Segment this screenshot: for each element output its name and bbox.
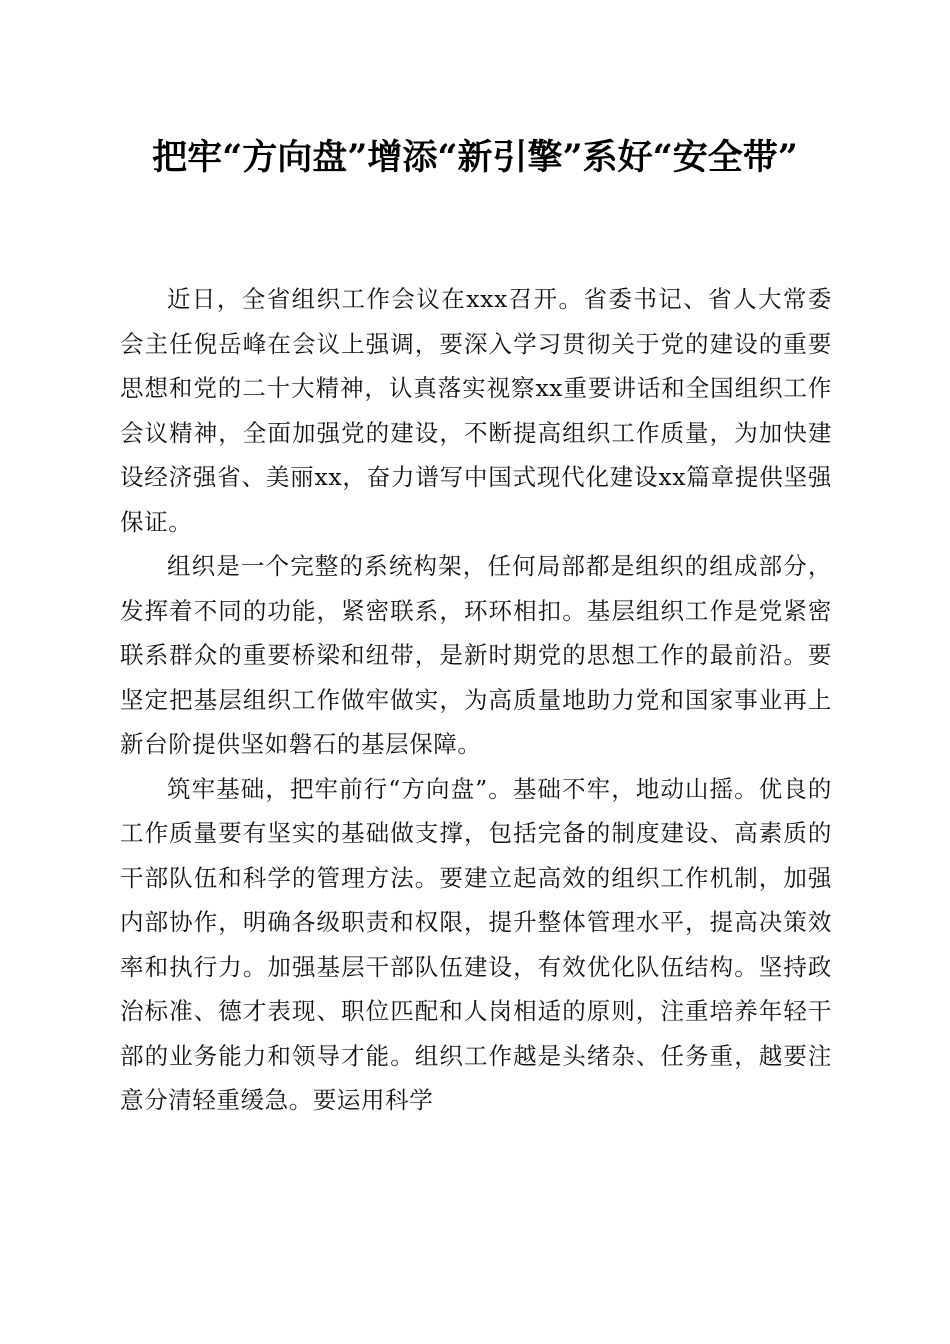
paragraph: 筑牢基础，把牢前行“方向盘”。基础不牢，地动山摇。优良的工作质量要有坚实的基础做支撑，包括完备的制度建设、高素质的干部队伍和科学的管理方法。要建立起高效的组织工作机制，加强内部协作，明确各级职责和权限，提升整体管理水平，提高决策效率和执行力。加强基层干部队伍建设，有效优化队伍结构。坚持政治标准、德才表现、职位匹配和人岗相适的原则，注重培养年轻干部的业务能力和领导才能。组织工作越是头绪杂、任务重，越要注意分清轻重缓急。要运用科学	[120, 774, 832, 1114]
document-body	[120, 277, 832, 1123]
document-title: 把牢“方向盘”增添“新引擎”系好“安全带”	[152, 137, 798, 178]
paragraph: 近日，全省组织工作会议在xxx召开。省委书记、省人大常委会主任倪岳峰在会议上强调，要深入学习贯彻关于党的建设的重要思想和党的二十大精神，认真落实视察xx重要讲话和全国组织工作会议精神，全面加强党的建设，不断提高组织工作质量，为加快建设经济强省、美丽xx，奋力谱写中国式现代化建设xx篇章提供坚强保证。	[120, 285, 832, 536]
paragraph: 组织是一个完整的系统构架，任何局部都是组织的组成部分，发挥着不同的功能，紧密联系，环环相扣。基层组织工作是党紧密联系群众的重要桥梁和纽带，是新时期党的思想工作的最前沿。要坚定把基层组织工作做牢做实，为高质量地助力党和国家事业再上新台阶提供坚如磐石的基层保障。	[120, 552, 832, 758]
